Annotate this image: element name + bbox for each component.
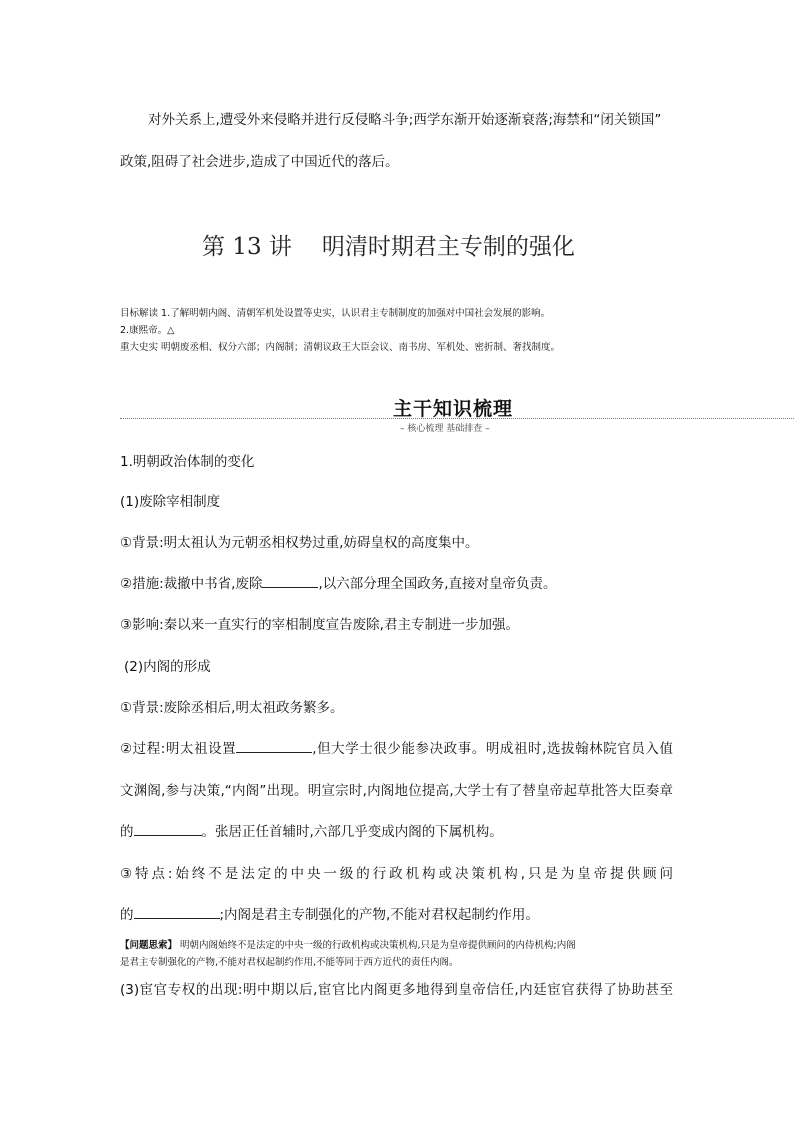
features-text-a: 的 xyxy=(120,907,134,923)
measures-text-b: ,以六部分理全国政务,直接对皇帝负责。 xyxy=(318,576,557,592)
fill-blank-1[interactable] xyxy=(262,575,318,588)
paragraph-eunuch: (3)宦官专权的出现:明中期以后,宦官比内阁更多地得到皇帝信任,内廷宦官获得了协助甚至 xyxy=(120,982,673,998)
goals-line-3: 重大史实 明朝废丞相、权分六部；内阁制；清朝议政王大臣会议、南书房、军机处、密折制、奢找制度。 xyxy=(120,342,561,353)
tip-line-2: 是君主专制强化的产物,不能对君权起制约作用,不能等同于西方近代的责任内阁。 xyxy=(120,957,459,968)
process-text-b: ,但大学士很少能参决政事。明成祖时,选拔翰林院官员入值 xyxy=(312,741,673,757)
process-text-d: 。张居正任首辅时,六部几乎变成内阁的下属机构。 xyxy=(201,824,503,840)
heading-1-1: (1)废除宰相制度 xyxy=(120,494,221,510)
paragraph-process-line-3 xyxy=(120,820,503,840)
heading-1-2: (2)内阁的形成 xyxy=(124,659,211,675)
process-text-a: ②过程:明太祖设置 xyxy=(120,741,237,757)
goals-line-1: 目标解读 1.了解明朝内阁、清朝军机处设置等史实，认识君主专制制度的加强对中国社会发展的影响。 xyxy=(120,308,551,319)
goals-line-2: 2.康熙帝。△ xyxy=(120,325,175,336)
intro-line-1: 对外关系上,遭受外来侵略并进行反侵略斗争;西学东渐开始逐渐衰落;海禁和“闭关锁国” xyxy=(148,112,662,128)
measures-text-a: ②措施:裁撤中书省,废除 xyxy=(120,576,263,592)
fill-blank-4[interactable] xyxy=(134,906,220,919)
paragraph-impact: ③影响:秦以来一直实行的宰相制度宣告废除,君主专制进一步加强。 xyxy=(120,617,519,633)
tip-heading: 【问题思索】 xyxy=(120,940,178,951)
fill-blank-2[interactable] xyxy=(236,740,312,753)
process-text-c: 的 xyxy=(120,824,134,840)
lesson-heading xyxy=(202,228,575,261)
tip-line-1 xyxy=(120,937,576,951)
paragraph-process-line-2: 文渊阁,参与决策,“内阁”出现。明宣宗时,内阁地位提高,大学士有了替皇帝起草批答大臣奏章 xyxy=(120,783,673,799)
section-divider xyxy=(120,418,794,419)
lesson-number: 第 13 讲 xyxy=(202,234,292,260)
lesson-title: 明清时期君主专制的强化 xyxy=(321,234,575,260)
paragraph-process-line-1 xyxy=(120,737,673,757)
section-title: 主干知识梳理 xyxy=(393,398,514,420)
section-subtitle: – 核心梳理 基础排查 – xyxy=(400,424,490,434)
paragraph-features-line-2 xyxy=(120,903,539,923)
paragraph-background-1: ①背景:明太祖认为元朝丞相权势过重,妨碍皇权的高度集中。 xyxy=(120,535,479,551)
paragraph-features-line-1: ③特点:始终不是法定的中央一级的行政机构或决策机构,只是为皇帝提供顾问 xyxy=(120,866,673,882)
paragraph-measures xyxy=(120,572,557,592)
paragraph-background-2: ①背景:废除丞相后,明太祖政务繁多。 xyxy=(120,700,344,716)
fill-blank-3[interactable] xyxy=(134,823,202,836)
heading-1: 1.明朝政治体制的变化 xyxy=(120,454,255,470)
features-text-b: ;内阁是君主专制强化的产物,不能对君权起制约作用。 xyxy=(219,907,539,923)
tip-text-1: 明朝内阁始终不是法定的中央一级的行政机构或决策机构,只是为皇帝提供顾问的内侍机构;内阁 xyxy=(177,940,576,951)
intro-line-2: 政策,阻碍了社会进步,造成了中国近代的落后。 xyxy=(120,154,399,170)
